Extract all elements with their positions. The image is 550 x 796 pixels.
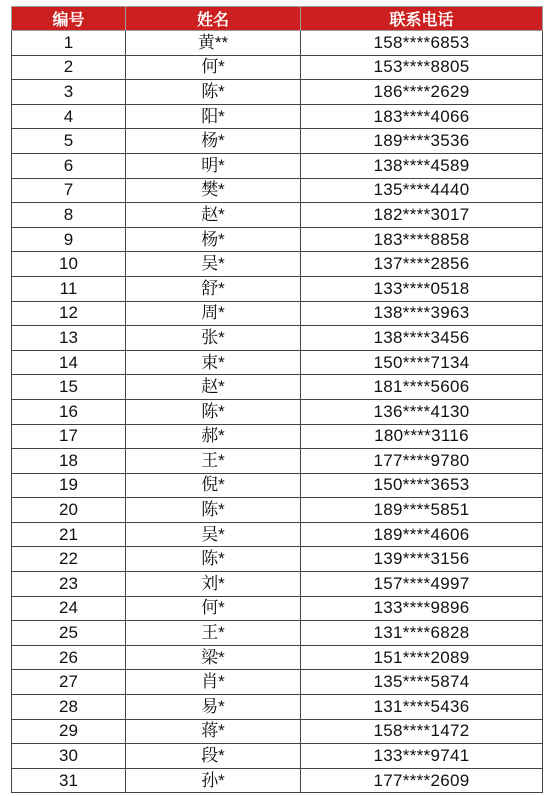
cell-name: 段* bbox=[126, 744, 301, 769]
cell-name: 周* bbox=[126, 301, 301, 326]
cell-phone: 133****0518 bbox=[301, 276, 543, 301]
cell-number: 11 bbox=[12, 276, 126, 301]
table-row bbox=[12, 449, 543, 474]
table-row bbox=[12, 424, 543, 449]
cell-name: 舒* bbox=[126, 276, 301, 301]
cell-phone: 183****4066 bbox=[301, 104, 543, 129]
cell-number: 18 bbox=[12, 449, 126, 474]
cell-number: 7 bbox=[12, 178, 126, 203]
table-row bbox=[12, 31, 543, 56]
cell-phone: 138****3963 bbox=[301, 301, 543, 326]
contact-table-container bbox=[11, 6, 542, 793]
cell-phone: 182****3017 bbox=[301, 203, 543, 228]
header-number: 编号 bbox=[12, 7, 126, 31]
cell-phone: 177****2609 bbox=[301, 768, 543, 793]
cell-number: 10 bbox=[12, 252, 126, 277]
table-row bbox=[12, 104, 543, 129]
cell-name: 郝* bbox=[126, 424, 301, 449]
cell-number: 5 bbox=[12, 129, 126, 154]
table-row bbox=[12, 252, 543, 277]
cell-name: 阳* bbox=[126, 104, 301, 129]
cell-phone: 153****8805 bbox=[301, 55, 543, 80]
cell-name: 王* bbox=[126, 449, 301, 474]
cell-number: 25 bbox=[12, 621, 126, 646]
cell-name: 樊* bbox=[126, 178, 301, 203]
table-row bbox=[12, 572, 543, 597]
cell-name: 张* bbox=[126, 326, 301, 351]
cell-number: 13 bbox=[12, 326, 126, 351]
table-row bbox=[12, 153, 543, 178]
cell-name: 陈* bbox=[126, 498, 301, 523]
cell-phone: 135****5874 bbox=[301, 670, 543, 695]
cell-phone: 138****3456 bbox=[301, 326, 543, 351]
table-row bbox=[12, 473, 543, 498]
cell-name: 易* bbox=[126, 695, 301, 720]
cell-number: 21 bbox=[12, 522, 126, 547]
cell-phone: 131****5436 bbox=[301, 695, 543, 720]
cell-name: 明* bbox=[126, 153, 301, 178]
cell-number: 19 bbox=[12, 473, 126, 498]
cell-phone: 151****2089 bbox=[301, 645, 543, 670]
table-row bbox=[12, 670, 543, 695]
cell-number: 6 bbox=[12, 153, 126, 178]
table-row bbox=[12, 326, 543, 351]
cell-phone: 158****1472 bbox=[301, 719, 543, 744]
cell-name: 赵* bbox=[126, 375, 301, 400]
cell-number: 27 bbox=[12, 670, 126, 695]
cell-number: 14 bbox=[12, 350, 126, 375]
cell-number: 23 bbox=[12, 572, 126, 597]
header-phone: 联系电话 bbox=[301, 7, 543, 31]
table-row bbox=[12, 178, 543, 203]
cell-name: 陈* bbox=[126, 80, 301, 105]
cell-number: 8 bbox=[12, 203, 126, 228]
table-row bbox=[12, 276, 543, 301]
cell-phone: 157****4997 bbox=[301, 572, 543, 597]
cell-phone: 136****4130 bbox=[301, 399, 543, 424]
contact-table bbox=[11, 6, 543, 793]
cell-number: 20 bbox=[12, 498, 126, 523]
cell-number: 29 bbox=[12, 719, 126, 744]
cell-name: 吴* bbox=[126, 252, 301, 277]
cell-phone: 177****9780 bbox=[301, 449, 543, 474]
cell-number: 31 bbox=[12, 768, 126, 793]
table-row bbox=[12, 498, 543, 523]
table-row bbox=[12, 547, 543, 572]
table-row bbox=[12, 719, 543, 744]
cell-phone: 183****8858 bbox=[301, 227, 543, 252]
cell-phone: 158****6853 bbox=[301, 31, 543, 56]
table-row bbox=[12, 768, 543, 793]
cell-name: 梁* bbox=[126, 645, 301, 670]
cell-number: 24 bbox=[12, 596, 126, 621]
cell-number: 3 bbox=[12, 80, 126, 105]
cell-phone: 189****5851 bbox=[301, 498, 543, 523]
table-row bbox=[12, 55, 543, 80]
cell-number: 22 bbox=[12, 547, 126, 572]
cell-name: 倪* bbox=[126, 473, 301, 498]
cell-name: 束* bbox=[126, 350, 301, 375]
table-row bbox=[12, 596, 543, 621]
cell-name: 吴* bbox=[126, 522, 301, 547]
cell-name: 孙* bbox=[126, 768, 301, 793]
cell-phone: 139****3156 bbox=[301, 547, 543, 572]
cell-phone: 131****6828 bbox=[301, 621, 543, 646]
table-row bbox=[12, 350, 543, 375]
cell-number: 26 bbox=[12, 645, 126, 670]
cell-number: 2 bbox=[12, 55, 126, 80]
cell-number: 28 bbox=[12, 695, 126, 720]
table-row bbox=[12, 375, 543, 400]
cell-phone: 137****2856 bbox=[301, 252, 543, 277]
table-row bbox=[12, 129, 543, 154]
cell-phone: 189****3536 bbox=[301, 129, 543, 154]
table-row bbox=[12, 744, 543, 769]
cell-name: 陈* bbox=[126, 547, 301, 572]
cell-name: 黄** bbox=[126, 31, 301, 56]
table-row bbox=[12, 522, 543, 547]
cell-name: 蒋* bbox=[126, 719, 301, 744]
table-row bbox=[12, 80, 543, 105]
cell-number: 1 bbox=[12, 31, 126, 56]
cell-phone: 181****5606 bbox=[301, 375, 543, 400]
cell-name: 杨* bbox=[126, 129, 301, 154]
table-row bbox=[12, 645, 543, 670]
cell-name: 陈* bbox=[126, 399, 301, 424]
cell-phone: 150****3653 bbox=[301, 473, 543, 498]
cell-phone: 133****9896 bbox=[301, 596, 543, 621]
cell-number: 4 bbox=[12, 104, 126, 129]
cell-phone: 180****3116 bbox=[301, 424, 543, 449]
cell-phone: 138****4589 bbox=[301, 153, 543, 178]
cell-phone: 189****4606 bbox=[301, 522, 543, 547]
table-header-row bbox=[12, 7, 543, 31]
cell-number: 15 bbox=[12, 375, 126, 400]
header-name: 姓名 bbox=[126, 7, 301, 31]
cell-phone: 135****4440 bbox=[301, 178, 543, 203]
table-row bbox=[12, 203, 543, 228]
cell-number: 16 bbox=[12, 399, 126, 424]
cell-number: 12 bbox=[12, 301, 126, 326]
cell-number: 9 bbox=[12, 227, 126, 252]
cell-name: 赵* bbox=[126, 203, 301, 228]
cell-name: 刘* bbox=[126, 572, 301, 597]
table-row bbox=[12, 227, 543, 252]
table-row bbox=[12, 621, 543, 646]
cell-phone: 150****7134 bbox=[301, 350, 543, 375]
cell-name: 肖* bbox=[126, 670, 301, 695]
cell-name: 杨* bbox=[126, 227, 301, 252]
table-row bbox=[12, 695, 543, 720]
cell-phone: 186****2629 bbox=[301, 80, 543, 105]
cell-phone: 133****9741 bbox=[301, 744, 543, 769]
table-row bbox=[12, 301, 543, 326]
cell-number: 17 bbox=[12, 424, 126, 449]
cell-number: 30 bbox=[12, 744, 126, 769]
table-row bbox=[12, 399, 543, 424]
cell-name: 何* bbox=[126, 596, 301, 621]
cell-name: 王* bbox=[126, 621, 301, 646]
cell-name: 何* bbox=[126, 55, 301, 80]
